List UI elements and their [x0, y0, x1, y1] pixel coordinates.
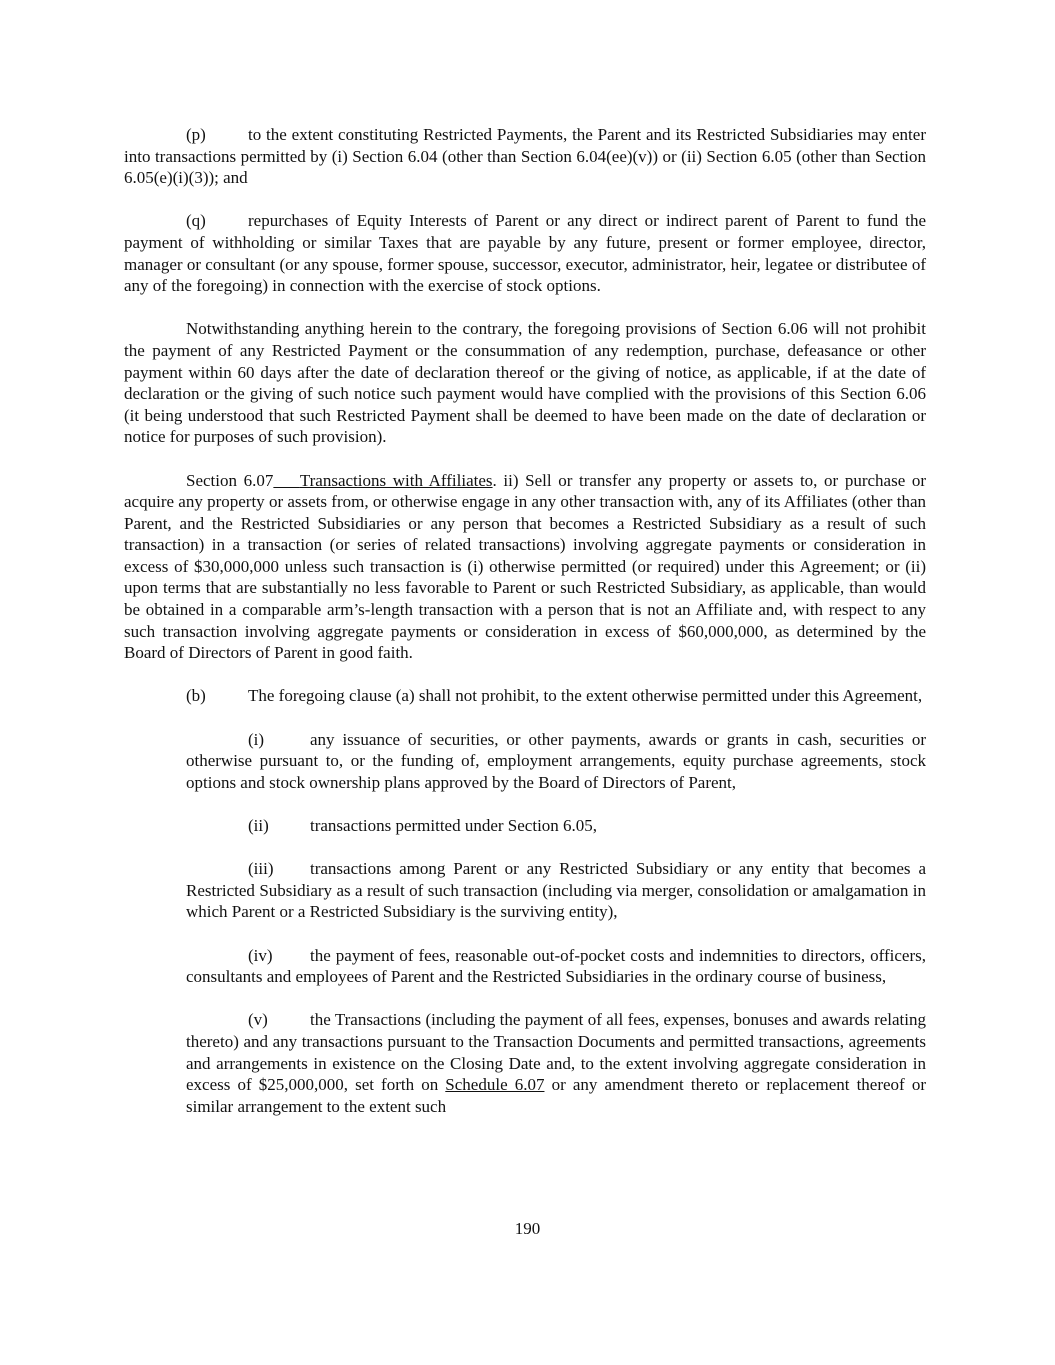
subclause-v [186, 1009, 926, 1117]
subclause-text-v-a: the Transactions (including the payment of all fees, expenses, bonuses and awards relating thereto) and any transactions pursuant to the Transaction Documents and permitted transactions, agreements and arrangements in existence on the Closing Date and, to the extent involving aggregate consideration in excess of $25,000,000, set forth on [186, 1010, 926, 1095]
section-607-paragraph [124, 470, 926, 664]
schedule-link[interactable]: Schedule 6.07 [445, 1075, 545, 1095]
subclause-text-iv: the payment of fees, reasonable out-of-pocket costs and indemnities to directors, officers, consultants and employees of Parent and the Restricted Subsidiaries in the ordinary course of business, [186, 945, 926, 987]
paragraph-notwithstanding: Notwithstanding anything herein to the contrary, the foregoing provisions of Section 6.06 will not prohibit the payment of any Restricted Payment or the consummation of any redemption, purchase, defeasance or other payment within 60 days after the date of declaration thereof or the giving of notice, as applicable, if at the date of declaration or the giving of such notice such payment would have complied with the provisions of this Section 6.06 (it being understood that such Restricted Payment shall be deemed to have been made on the date of declaration or notice for purposes of such provision). [124, 319, 926, 447]
subclause-label-v: (v) [248, 1010, 268, 1030]
subclause-text-iii: transactions among Parent or any Restricted Subsidiary or any entity that becomes a Restricted Subsidiary as a result of such transaction (including via merger, consolidation or amalgamation in which Parent or a Restricted Subsidiary is the surviving entity), [186, 859, 926, 922]
section-607-title: Transactions with Affiliates [299, 470, 493, 490]
subclause-label-ii: (ii) [248, 816, 269, 835]
paragraph-p [124, 124, 926, 189]
paragraph-b [124, 685, 926, 707]
clause-text-p: to the extent constituting Restricted Payments, the Parent and its Restricted Subsidiaries may enter into transactions permitted by (i) Section 6.04 (other than Section 6.04(ee)(v)) or (ii) Section 6.05 (other than Section 6.05(e)(i)(3)); and [124, 125, 926, 188]
subclause-label-iii: (iii) [248, 859, 274, 879]
page-number: 190 [514, 1219, 541, 1238]
subclause-ii [186, 815, 926, 837]
clause-label-p: (p) [186, 125, 206, 144]
clause-label-b: (b) [186, 686, 206, 706]
subclause-i [186, 729, 926, 794]
clause-text-q: repurchases of Equity Interests of Parent or any direct or indirect parent of Parent to fund the payment of withholding or similar Taxes that are payable by any future, present or former employee, director, manager or consultant (or any spouse, former spouse, successor, executor, administrator, heir, legatee or distributee of any of the foregoing) in connection with the exercise of stock options. [124, 211, 926, 296]
section-607-text: . ii) Sell or transfer any property or assets to, or purchase or acquire any property or assets from, or otherwise engage in any other transaction with, any of its Affiliates (other than Parent, and the Restricted Subsidiaries or any person that becomes a Restricted Subsidiary as a result of such transaction) in a transaction (or series of related transactions) involving aggregate payments or consideration in excess of $30,000,000 unless such transaction is (i) otherwise permitted (or required) under this Agreement; or (ii) upon terms that are substantially no less favorable to Parent or such Restricted Subsidiary, as applicable, than would be obtained in a comparable arm’s-length transaction with a person that is not an Affiliate and, with respect to any such transaction involving aggregate payments or consideration in excess of $60,000,000, as determined by the Board of Directors of Parent in good faith. [124, 470, 927, 663]
subclause-text-i: any issuance of securities, or other payments, awards or grants in cash, securities or otherwise pursuant to, or the funding of, employment arrangements, equity purchase agreements, stock options and stock ownership plans approved by the Board of Directors of Parent, [186, 729, 926, 792]
subclause-label-i: (i) [248, 729, 265, 749]
subclause-text-v-b: or any amendment thereto or replacement thereof or similar arrangement to the extent such [186, 1075, 926, 1116]
clause-text-b: The foregoing clause (a) shall not prohibit, to the extent otherwise permitted under this Agreement, [248, 686, 923, 706]
section-607-number: Section 6.07 [186, 470, 274, 490]
subclause-label-iv: (iv) [248, 945, 273, 965]
subclause-text-ii: transactions permitted under Section 6.05, [310, 816, 598, 835]
paragraph-q [124, 210, 926, 296]
subclause-iv [186, 945, 926, 988]
document-page [124, 124, 926, 1117]
subclause-iii [186, 858, 926, 923]
section-607-spacer [273, 471, 299, 490]
clause-label-q: (q) [186, 211, 206, 231]
